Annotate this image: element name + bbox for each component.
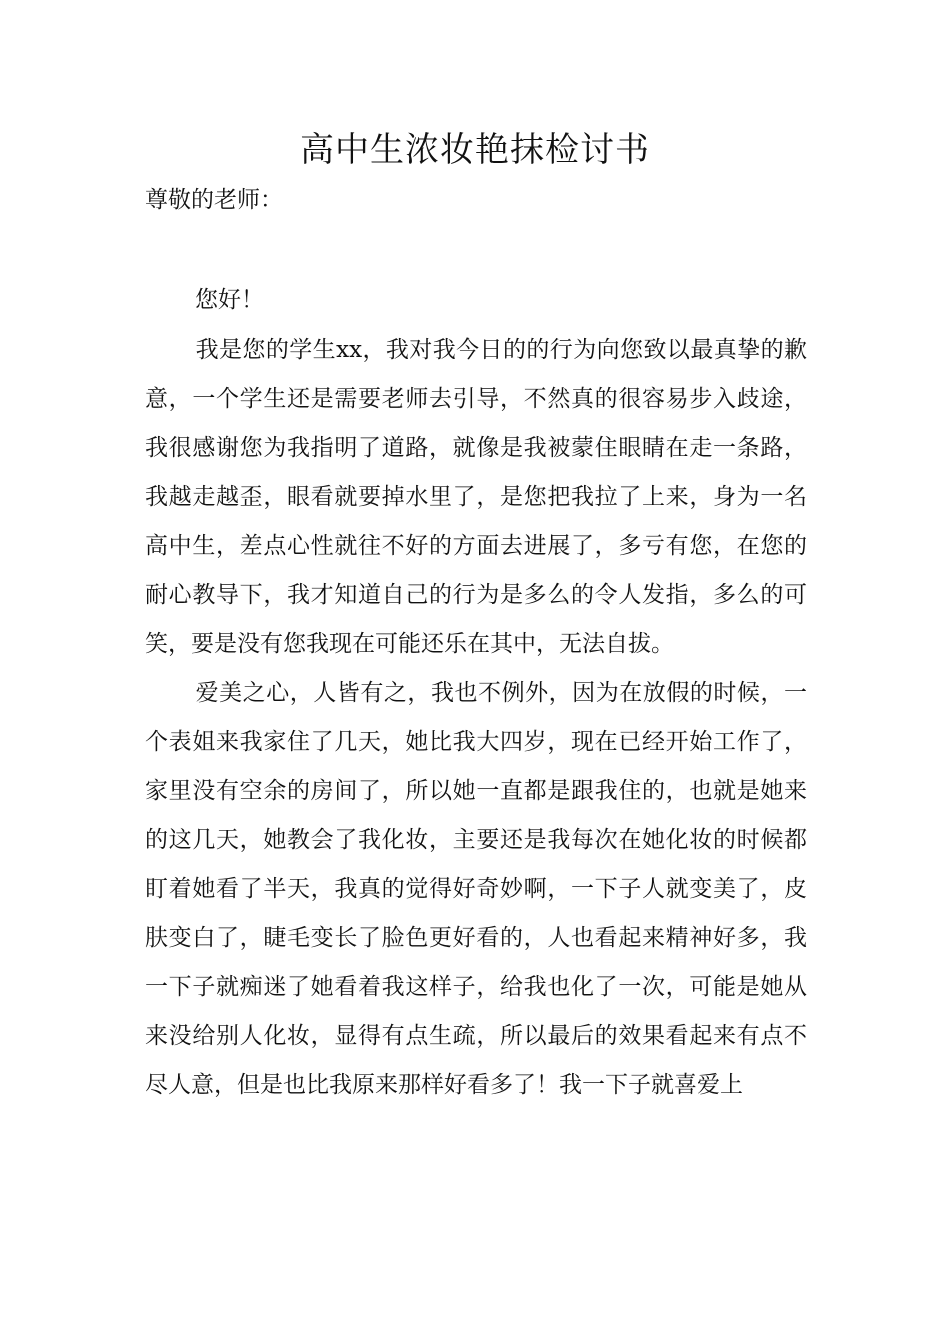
salutation: 尊敬的老师： — [145, 187, 283, 213]
greeting: 您好！ — [195, 287, 264, 313]
document-title: 高中生浓妆艳抹检讨书 — [300, 130, 650, 170]
document-body — [145, 326, 807, 1110]
paragraph-makeup-story: 爱美之心，人皆有之，我也不例外，因为在放假的时候，一个表姐来我家住了几天，她比我大四岁，现在已经开始工作了，家里没有空余的房间了，所以她一直都是跟我住的，也就是她来的这几天，她教会了我化妆，主要还是我每次在她化妆的时候都盯着她看了半天，我真的觉得好奇妙啊，一下子人就变美了，皮肤变白了，睫毛变长了脸色更好看的，人也看起来精神好多，我一下子就痴迷了她看着我这样子，给我也化了一次，可能是她从来没给别人化妆，显得有点生疏，所以最后的效果看起来有点不尽人意，但是也比我原来那样好看多了！我一下子就喜爱上 — [145, 680, 807, 1098]
paragraph-apology: 我是您的学生xx，我对我今日的的行为向您致以最真挚的歉意，一个学生还是需要老师去引导，不然真的很容易步入歧途，我很感谢您为我指明了道路，就像是我被蒙住眼睛在走一条路，我越走越歪，眼看就要掉水里了，是您把我拉了上来，身为一名高中生，差点心性就往不好的方面去进展了，多亏有您，在您的耐心教导下，我才知道自己的行为是多么的令人发指，多么的可笑，要是没有您我现在可能还乐在其中，无法自拔。 — [145, 337, 807, 657]
